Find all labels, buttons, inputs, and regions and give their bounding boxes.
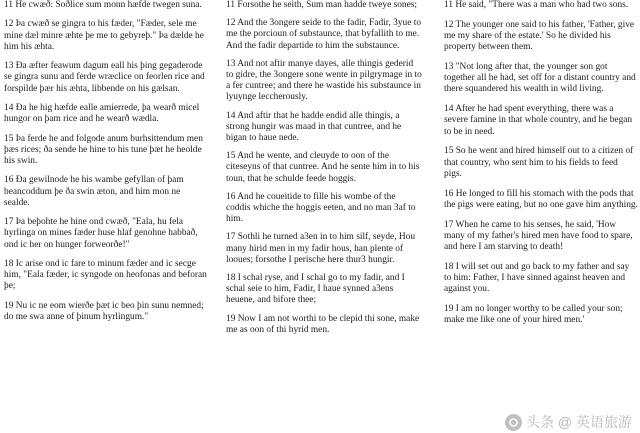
verse-16: 16 Ða gewilnode he his wambe gefyllan of þam beancoddum þe ða swin æton, and him mon ne sealde.	[4, 175, 184, 208]
verse-18: 18 Ic arise ond ic fare to minum fæder and ic secge him, "Eala fæder, ic syngode on heofonas and beforan þe;	[4, 258, 207, 292]
verse-19: 19 I am no longer worthy to be called your son; make me like one of your hired men.'	[444, 304, 623, 326]
verse-13: 13 Ða æfter feawum dagum eall his þing gegaderode se gingra sunu and ferde wræclice on feorlen rice and forspilde þær his æhta, libbende on his gælsan.	[4, 61, 205, 94]
verse-17: 17 Þa beþohte he hine ond cwæð, "Eala, hu fela hyrlinga on mines fæder huse hlaf genohne habbað, ond ic her on hunger forweorðe!"	[4, 217, 198, 250]
verse-17: 17 Sothli he turned a3en in to him silf, seyde, Hou many hirid men in my fadir hous, han plente of looues; forsothe I perische here thur3 hungir.	[226, 232, 416, 265]
verse-11: 11 He cwæð: Soðlice sum monn hæfde twegen suna.	[4, 0, 202, 10]
verse-19: 19 Nu ic ne eom wierðe þæt ic beo þin sunu nemned; do me swa anne of þinum hyrlingum."	[4, 300, 204, 322]
column-middle-english	[226, 0, 422, 343]
verse-11: 11 Forsothe he seith, Sum man hadde tweye sones;	[226, 0, 418, 10]
verse-16: 16 And he coueitide to fille his wombe of the coddis whiche the hoggis eeten, and no man 3af to him.	[226, 191, 416, 225]
watermark-text: 头条 @ 英语旅游	[526, 413, 632, 430]
verse-12: 12 And the 3ongere seide to the fadir, Fadir, 3yue to me the porcioun of substaunce, that byfallith to me. And the fadir departide to him the substaunce.	[226, 18, 422, 51]
verse-11: 11 He said, "There was a man who had two sons.	[444, 0, 629, 10]
column-modern-english	[444, 0, 638, 335]
verse-14: 14 Ða he hig hæfde ealle amierrede, þa wearð micel hungor on þam rice and he wearð wædla.	[4, 102, 200, 125]
watermark-logo-icon	[505, 414, 522, 431]
verse-13: 13 "Not long after that, the younger son got together all he had, set off for a distant country and there squandered his wealth in wild living.	[444, 62, 636, 95]
watermark	[505, 414, 632, 431]
column-old-english	[4, 0, 208, 331]
verse-12: 12 The younger one said to his father, 'Father, give me my share of the estate.' So he divided his property between them.	[444, 19, 635, 53]
verse-17: 17 When he came to his senses, he said, 'How many of my father's hired men have food to spare, and here I am starving to death!	[444, 219, 633, 253]
verse-15: 15 So he went and hired himself out to a citizen of that country, who sent him to his fields to feed pigs.	[444, 146, 634, 179]
verse-16: 16 He longed to fill his stomach with the pods that the pigs were eating, but no one gave him anything.	[444, 188, 638, 210]
verse-14: 14 After he had spent everything, there was a severe famine in that whole country, and he began to be in need.	[444, 104, 633, 137]
verse-15: 15 And he wente, and cleuyde to oon of the citeseyns of that cuntree. And he sente him in to his toun, that he schulde feede hoggis.	[226, 151, 420, 184]
verse-19: 19 Now I am not worthi to be clepid thi sone, make me as oon of thi hyrid men.	[226, 313, 420, 335]
verse-12: 12 Þa cwæð se gingra to his fæder, "Fæder, sele me mine dæl minre æhte þe me to gebyreþ." Þa dælde he him his æhta.	[4, 19, 204, 52]
verse-18: 18 I will set out and go back to my father and say to him: Father, I have sinned against heaven and against you.	[444, 261, 630, 295]
verse-15: 15 Þa ferde he and folgode anum burhsittendum men þæs rices; ða sende he hine to his tune þæt he heolde his swin.	[4, 133, 203, 166]
verse-18: 18 I schal ryse, and I schal go to my fadir, and I schal seie to him, Fadir, I haue synned a3ens heuene, and bifore thee;	[226, 273, 405, 306]
verse-14: 14 And aftir that he hadde endid alle thingis, a strong hungir was maad in that cuntree, and he bigan to haue nede.	[226, 110, 402, 144]
verse-13: 13 And not aftir manye dayes, alle thingis gederid to gidre, the 3ongere sone wente in pilgrymage in to a fer cuntree; and there he wastide his substaunce in lyuynge leccherously.	[226, 58, 422, 103]
